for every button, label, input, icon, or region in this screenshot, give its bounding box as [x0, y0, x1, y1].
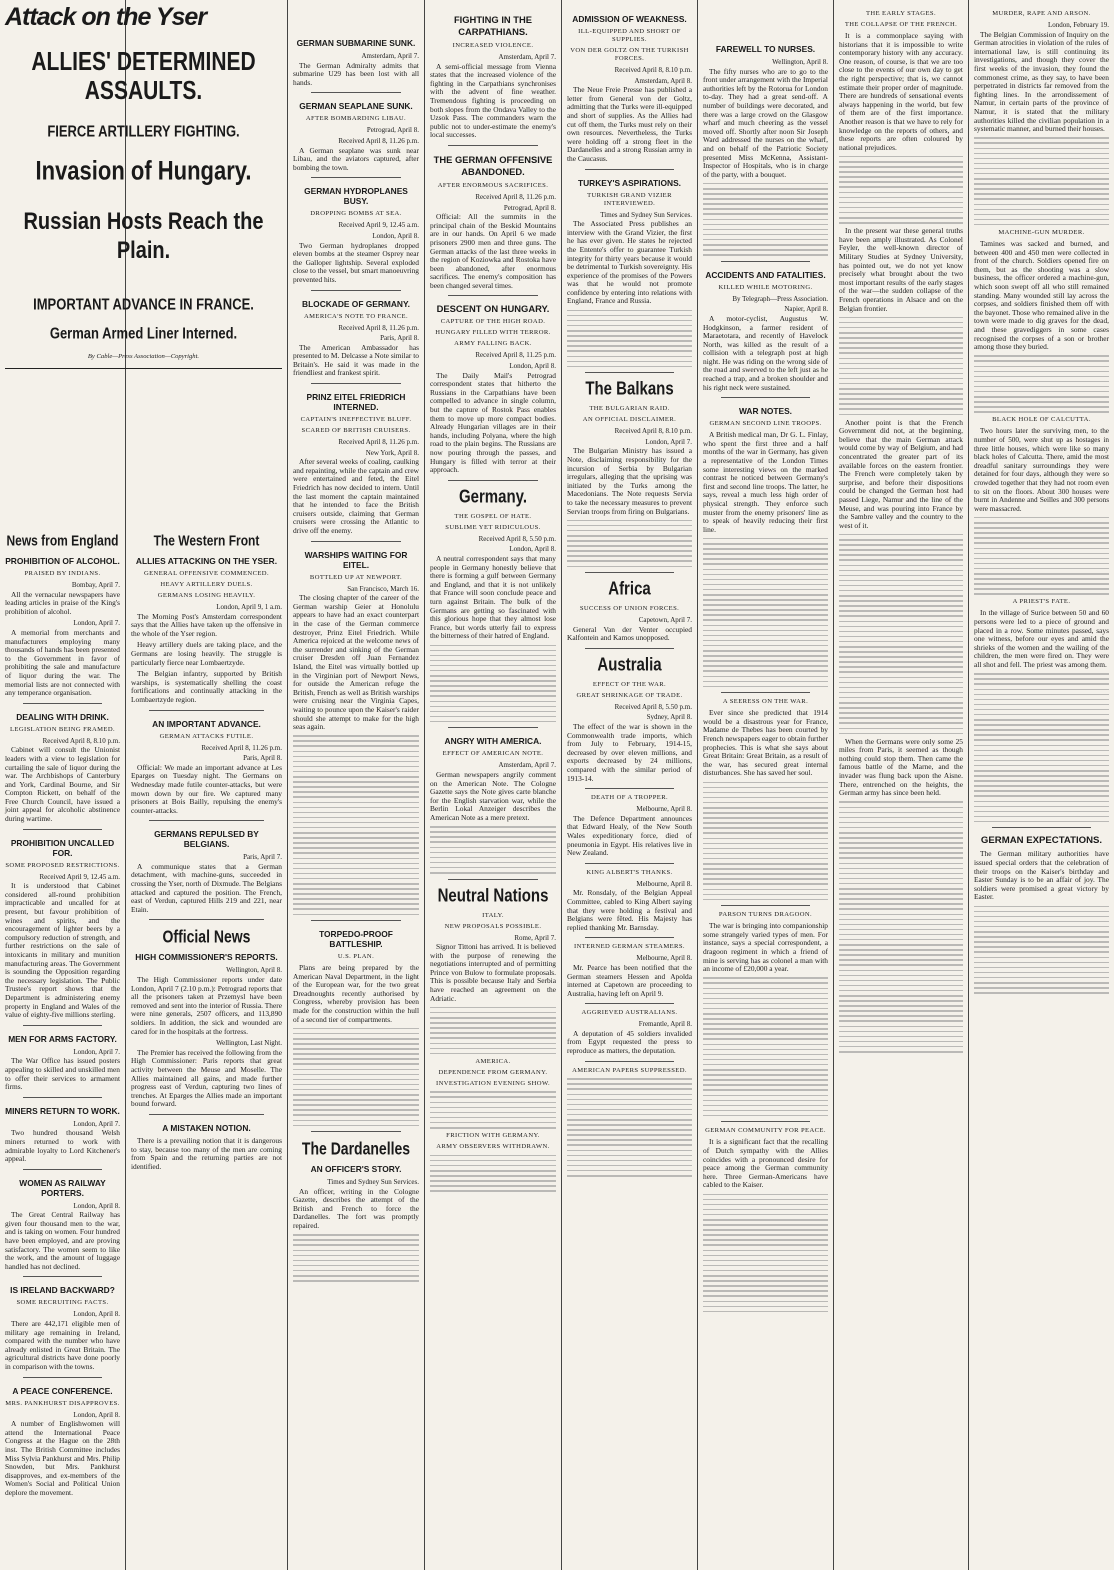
- subhead: CAPTAIN'S INEFFECTIVE BLUFF.: [300, 416, 412, 424]
- article-text: A deputation of 45 soldiers invalided from Egypt requested the press to reproduce as matters, the deputation.: [567, 1028, 692, 1056]
- dateline: Sydney, April 8.: [646, 713, 692, 722]
- headline: FIGHTING IN THE CARPATHIANS.: [453, 14, 533, 37]
- dateline: London, April 7.: [73, 1047, 120, 1056]
- dateline: Amsterdam, April 8.: [634, 76, 692, 85]
- headline: MINERS RETURN TO WORK.: [5, 1105, 120, 1116]
- dateline: London, April 9, 1 a.m.: [216, 603, 282, 611]
- headline: TORPEDO-PROOF BATTLESHIP.: [319, 929, 393, 950]
- subhead: INVESTIGATION EVENING SHOW.: [435, 1079, 551, 1087]
- subhead: GERMAN ATTACKS FUTILE.: [159, 732, 254, 740]
- subhead: ITALY.: [482, 911, 504, 919]
- subhead: SUCCESS OF UNION FORCES.: [579, 605, 680, 613]
- dateline: Wellington, April 8.: [226, 966, 282, 975]
- article-text: An officer, writing in the Cologne Gazette, describes the attempt of the British and French to force the Dardanelles. The fort was promptly repaired.: [293, 1186, 419, 1231]
- dateline: Rome, April 7.: [514, 933, 556, 942]
- dateline: Bombay, April 7.: [71, 581, 120, 589]
- subhead: GERMANS LOSING HEAVILY.: [157, 592, 256, 599]
- headline: WARSHIPS WAITING FOR EITEL.: [304, 549, 408, 570]
- article-text: Mr. Pearce has been notified that the German steamers Hessen and Apolda interned at Capetown are proceeding to Australia, having left on April 9.: [567, 962, 692, 998]
- subhead: AFTER BOMBARDING LIBAU.: [305, 115, 407, 123]
- article-text: The Belgian Commission of Inquiry on the German atrocities in violation of the rules of international law, is still continuing its investigations, and though they cover the first weeks of the invasion, they found the commonest crime, as they say, to have been perpetrated in districts far removed from the fighting lines. In the arrondissement of Namur, in certain parts of the province of Namur, it is stated that the military authorities killed the civilian population in a systematic manner, and burned their houses.: [974, 29, 1109, 134]
- dateline: Received April 8, 5.50 p.m.: [614, 702, 692, 711]
- dateline: Capetown, April 7.: [638, 616, 692, 625]
- headline: A MISTAKEN NOTION.: [162, 1122, 251, 1133]
- article-text: The fifty nurses who are to go to the front under arrangement with the Imperial authorities left by the Rotorua for London to-day. They had a great send-off. A number of buildings were decorated, and there was a large crowd on the Glasgow wharf and much cheering as the vessel moved off. Shortly after noon Sir Joseph Ward addressed the nurses on the wharf, and on behalf of the Patriotic Society presented Miss McKenna, Assistant-Inspector of Hospitals, who is in charge of the party, with a bouquet.: [703, 66, 828, 179]
- subhead: EFFECT OF AMERICAN NOTE.: [442, 750, 544, 758]
- headline: GERMAN EXPECTATIONS.: [980, 835, 1103, 847]
- article-text: The Daily Mail's Petrograd correspondent states that hitherto the Russians in the Carpathians have been compelled to advance in single column, but the capture of Rostok Pass enables them to move up more compact bodies. Already Hungarian villages are in their hands, including Polyana, where the high road to the plain begins. The Russians are now pouring through the passes, and Hungary is filled with terror at their approach.: [430, 370, 556, 475]
- dateline: Received April 8, 8.10 p.m.: [614, 66, 692, 74]
- subhead: KING ALBERT'S THANKS.: [586, 868, 673, 876]
- subhead: NEW PROPOSALS POSSIBLE.: [444, 922, 542, 930]
- headline: ALLIES ATTACKING ON THE YSER.: [135, 556, 278, 566]
- dateline: Fremantle, April 8.: [638, 1020, 692, 1029]
- column-8: [969, 0, 1114, 1570]
- dateline: San Francisco, March 16.: [347, 584, 419, 593]
- article-text: Ever since she predicted that 1914 would be a disastrous year for France, Madame de Thebes has been courted by French newspapers eager to obtain further prophecies. This is what she says about Great Britain: Great Britain, as a result of the war, has secured great internal disturbances. She has saved her soul.: [703, 708, 828, 778]
- article-text: The war is bringing into companionship some strangely varied types of men. For instance, says a special correspondent, a dragoon regiment in which a friend of mine is serving has as colonel a man with an income of £20,000 a year.: [703, 921, 828, 974]
- headline: WAR NOTES.: [738, 406, 793, 417]
- dateline: Melbourne, April 8.: [636, 879, 692, 888]
- column-3: [288, 0, 424, 1570]
- lead-subhead-hungary: Invasion of Hungary.: [35, 155, 252, 186]
- subhead: SCARED OF BRITISH CRUISERS.: [301, 427, 411, 435]
- article-text: The effect of the war is shown in the Commonwealth trade imports, which from July to February, 1914-15, decreased by over eleven millions, and exports decreased by 24 millions, compared with the similar period of 1913-14.: [567, 722, 692, 783]
- dateline: Petrograd, April 8.: [503, 203, 556, 212]
- dateline: Wellington, April 8.: [772, 58, 828, 66]
- article-text: After several weeks of coaling, caulking and repainting, while the captain and crew were entertained and feted, the Eitel Friedrich has now decided to intern. Until the last moment the captain maintained that he intended to face the British cruisers outside, claiming that German cruisers were crossing the Atlantic to drive off the enemy.: [293, 457, 419, 535]
- article-text: Tamines was sacked and burned, and between 400 and 450 men were collected in front of the church. Soldiers opened fire on them, but as the shooting was a slow business, the officer ordered a machine-gun, which soon swept off all who still remained standing. Many wounded still lay across the corpses, and soldiers finished them off with the bayonet. Those who remained alive in the town were made to dig graves for the dead, and these gravediggers in some cases recognised the corpses of a son or brother among those they buried.: [974, 239, 1109, 352]
- article-text: There is a prevailing notion that it is dangerous to stay, because too many of the men are coming from Spain and the returning parties are not identified.: [131, 1135, 282, 1171]
- article-text: The War Office has issued posters appealing to skilled and unskilled men to offer their services to armament firms.: [5, 1056, 120, 1092]
- subhead: PARSON TURNS DRAGOON.: [718, 911, 813, 919]
- article-text: The Premier has received the following from the High Commissioner: Paris reports that great activity between the Meuse and Moselle. The Allies maintained all gains, and made further progress east of Verdun, capturing two lines of trenches. At Eparges the Allies made an important bound forward.: [131, 1047, 282, 1109]
- article-text: The closing chapter of the career of the German warship Geier at Honolulu appears to have had an exact counterpart in the case of the German commerce destroyer, Prinz Eitel Friedrich. While America rejoiced at the welcome news of the surrender and sinking of the German cruiser Dresden off Juan Fernandez Island, the Eitel was virtually bottled up in the Virginian port of Newport News, for outside the American refuge the British, French as well as British warships were cruising near the Virginia Capes, waiting to pounce upon the Kaiser's raider should she attempt to make for the high seas again.: [293, 593, 419, 732]
- subhead: SUBLIME YET RIDICULOUS.: [445, 523, 541, 531]
- headline: FAREWELL TO NURSES.: [715, 44, 816, 54]
- headline: DEALING WITH DRINK.: [16, 711, 109, 722]
- article-text: Heavy artillery duels are taking place, and the Germans are losing heavily. The struggle is particularly fierce near Lombaertzyde.: [131, 640, 282, 667]
- article-text: The Neue Freie Presse has published a letter from General von der Goltz, admitting that the Turks were ill-equipped and short of supplies. As the Allies had cut off them, the Turks must rely on their own resources. Nevertheless, the Turks were holding off a strong fleet in the Dardanelles and a strong Russian army in the Caucasus.: [567, 85, 692, 163]
- dateline: By Telegraph—Press Association.: [732, 294, 828, 303]
- dateline: Times and Sydney Sun Services.: [600, 210, 692, 219]
- dateline: Received April 8, 11.26 p.m.: [475, 192, 556, 201]
- headline: AN IMPORTANT ADVANCE.: [152, 718, 261, 729]
- dateline: Times and Sydney Sun Services.: [327, 1178, 419, 1187]
- headline: MEN FOR ARMS FACTORY.: [8, 1033, 117, 1044]
- article-text: When the Germans were only some 25 miles from Paris, it seemed as though nothing could stop them. Then came the famous battle of the Marne, and the invader was flung back upon the Aisne. There, entrenched on the heights, the German army has since been held.: [839, 736, 963, 798]
- subhead: HEAVY ARTILLERY DUELS.: [160, 581, 253, 588]
- article-text: The High Commissioner reports under date London, April 7 (2.10 p.m.): Petrograd reports that all the prisoners taken at Przemysl have been removed and sent into the interior of Russia. There were nine generals, 2507 officers, and 113,890 soldiers. In addition, the sick and wounded are cared for in the hospitals at the fortress.: [131, 975, 282, 1036]
- headline: WOMEN AS RAILWAY PORTERS.: [19, 1177, 106, 1198]
- lead-story: [0, 0, 287, 520]
- subhead: THE EARLY STAGES.: [865, 10, 937, 17]
- dateline: London, April 8.: [73, 1410, 120, 1419]
- headline: HIGH COMMISSIONER'S REPORTS.: [135, 952, 278, 963]
- subhead: LEGISLATION BEING FRAMED.: [9, 725, 116, 733]
- subhead: FRICTION WITH GERMANY.: [446, 1132, 540, 1140]
- article-text: Official: We made an important advance at Les Eparges on Tuesday night. The Germans on Wednesday made futile counter-attacks, but were mown down by our fire. We captured many prisoners at Bois Bailly, repulsing the enemy's counter-attacks.: [131, 762, 282, 815]
- article-text: It is understood that Cabinet considered all-round prohibition impracticable and uncalled for at present, but favour prohibition of wines and spirits, and the encouragement of lighter beers by a compulsory reduction of strength, and further restrictions on the sale of intoxicants in military and munition manufacturing areas. The Government is sounding the Opposition regarding the necessary legislation. The Public Trustee's report shows that the Department is administering enemy property in England and Wales of the value of eighty-five millions sterling.: [5, 881, 120, 1020]
- article-text: The German military authorities have issued special orders that the celebration of their troops on the Kaiser's birthday and Easter Sunday is to be an affair of joy. The soldiers were promised a great victory by Easter.: [974, 849, 1109, 902]
- divider: [5, 368, 282, 369]
- dateline: Received April 8, 8.10 p.m.: [614, 427, 692, 436]
- dateline: Paris, April 7.: [243, 853, 282, 862]
- column-7: [834, 0, 968, 1570]
- subhead: MACHINE-GUN MURDER.: [998, 229, 1085, 236]
- column-1: [0, 520, 125, 1570]
- dateline: London, April 8.: [509, 545, 556, 554]
- dateline: London, February 19.: [1047, 21, 1109, 29]
- dateline: London, April 8.: [73, 1310, 120, 1319]
- headline: GERMAN SEAPLANE SUNK.: [299, 101, 413, 112]
- subhead: PRAISED BY INDIANS.: [24, 570, 101, 577]
- section-western-front: The Western Front: [153, 532, 260, 550]
- subhead: MRS. PANKHURST DISAPPROVES.: [5, 1399, 120, 1407]
- article-text: A semi-official message from Vienna states that the increased violence of the fighting in the Carpathians synchronises with the advent of fine weather. Tremendous fighting is proceeding on both slopes from the Ondava Valley to the Uzsok Pass. The commanders warn the public not to under-estimate the enemy's local successes.: [430, 61, 556, 140]
- section-germany: Germany.: [458, 486, 528, 508]
- section-news-from-england: News from England: [6, 532, 119, 550]
- subhead: BOTTLED UP AT NEWPORT.: [309, 573, 403, 581]
- headline: GERMANS REPULSED BY BELGIANS.: [154, 829, 259, 850]
- article-text: The Associated Press publishes an interview with the Grand Vizier, the first he has ever given. He states he rejected the Entente's offer to guarantee Turkish integrity for thirty years because it would be detrimental to Turkish sovereignty. His experience of the promises of the Powers was that he would not promote confidence by entering into relations with England, France and Russia.: [567, 219, 692, 306]
- headline: TURKEY'S ASPIRATIONS.: [578, 177, 681, 188]
- dateline: London, April 8.: [372, 231, 419, 240]
- dateline: Amsterdam, April 7.: [498, 53, 556, 61]
- dateline: Melbourne, April 8.: [636, 805, 692, 814]
- subhead: U.S. PLAN.: [337, 953, 375, 961]
- article-text: Two hours later the surviving men, to the number of 500, were shut up as hostages in three little houses, which were like so many black holes of Calcutta. There, amid the most dreadful sanitary surroundings they were detained for four days, although they were so crowded together that they had not room even to sit on the floors. About 300 houses were burnt in Andenne and Seilles and 300 persons were massacred.: [974, 427, 1109, 513]
- subhead: DEPENDENCE FROM GERMANY.: [438, 1068, 548, 1076]
- article-text: Two German hydroplanes dropped eleven bombs at the steamer Osprey near the Galloper lightship. Several exploded close to the vessel, but smart manoeuvring prevented hits.: [293, 240, 419, 284]
- column-4: [425, 0, 561, 1570]
- subhead: KILLED WHILE MOTORING.: [718, 283, 813, 291]
- subhead: AFTER ENORMOUS SACRIFICES.: [437, 181, 549, 189]
- article-text: All the vernacular newspapers have leading articles in praise of the King's prohibition of alcohol.: [5, 589, 120, 616]
- article-text: A communique states that a German detachment, with machine-guns, succeeded in crossing the Yser, north of Dixmude. The Belgians attacked and captured the position. The French, east of Verdun, captured Hills 219 and 221, near Etain.: [131, 861, 282, 914]
- article-text: The Belgian infantry, supported by British warships, is systematically shelling the coast fortifications and continually attacking in the Lombaertzyde region.: [131, 669, 282, 704]
- subhead: THE GOSPEL OF HATE.: [454, 512, 532, 520]
- dateline: Received April 8, 11.26 p.m.: [338, 136, 419, 145]
- dateline: Napier, April 8.: [784, 305, 828, 314]
- subhead: GREAT SHRINKAGE OF TRADE.: [576, 691, 683, 699]
- subhead: VON DER GOLTZ ON THE TURKISH FORCES.: [570, 47, 689, 62]
- subhead: AN OFFICIAL DISCLAIMER.: [582, 416, 677, 424]
- dateline: Amsterdam, April 7.: [361, 52, 419, 60]
- article-text: The American Ambassador has presented to M. Delcasse a Note similar to Britain's. He said it was made in the friendliest and frankest spirit.: [293, 342, 419, 378]
- section-neutral-nations: Neutral Nations: [437, 885, 549, 906]
- column-2: [126, 520, 287, 1570]
- dateline: London, April 8.: [73, 1201, 120, 1210]
- dateline: Amsterdam, April 7.: [498, 761, 556, 770]
- article-text: A memorial from merchants and manufacturers employing many thousands of hands has been presented to the Government in favor of prohibiting the sale and manufacture of liquor during the war. The memorial lists are not connected with any temperance organisation.: [5, 627, 120, 698]
- article-text: The Defence Department announces that Edward Healy, of the New South Wales expeditionary force, died of pneumonia in Egypt. His relatives live in New Zealand.: [567, 813, 692, 858]
- dateline: New York, April 8.: [365, 448, 419, 457]
- article-text: Official: All the summits in the principal chain of the Beskid Mountains are in our hands. On April 6 we made prisoners 2900 men and three guns. The German attacks of the last three weeks in the region of Koziowka and Rostoka have been abandoned, after enormous sacrifices. The enemy's composition has been changed several times.: [430, 212, 556, 290]
- subhead: MURDER, RAPE AND ARSON.: [992, 10, 1091, 17]
- headline: AN OFFICER'S STORY.: [310, 1164, 402, 1175]
- headline: A PEACE CONFERENCE.: [12, 1385, 113, 1396]
- article-text: The Morning Post's Amsterdam correspondent says that the Allies have taken up the offensive in the whole of the Yser region.: [131, 611, 282, 638]
- article-text: In the present war these general truths have been amply illustrated. As Colonel Feyler, the well-known director of Military Studies at Sydney University, has pointed out, we do not yet know precisely what brought about the two most important results of the early stages of the war—the sudden collapse of the French operations in Alsace and on the Belgian frontier.: [839, 226, 963, 313]
- headline: GERMAN SUBMARINE SUNK.: [296, 38, 416, 48]
- article-text: The German Admiralty admits that submarine U29 has been lost with all hands.: [293, 60, 419, 87]
- subhead: AMERICA'S NOTE TO FRANCE.: [304, 312, 408, 320]
- headline: PROHIBITION OF ALCOHOL.: [5, 556, 120, 566]
- dateline: Paris, April 8.: [380, 334, 419, 343]
- subhead: TURKISH GRAND VIZIER INTERVIEWED.: [587, 191, 672, 207]
- article-text: It is a significant fact that the recalling of Dutch sympathy with the Allies coincides with a pronounced desire for peace among the German community here. Three German-Americans have cabled to the Kaiser.: [703, 1137, 828, 1190]
- article-text: General Van der Venter occupied Kalfontein and Kamos unopposed.: [567, 624, 692, 643]
- article-text: A motor-cyclist, Augustus W. Hodgkinson, a farmer resident of Maraetotara, and recently of Havelock North, was killed as the result of a collision with a telegraph post at high night. He was riding on the wrong side of the road and swerved to the left just as he reached a trap, and a broken shoulder and his right neck were sustained.: [703, 313, 828, 392]
- dateline: Received April 9, 12.45 a.m.: [338, 221, 419, 230]
- dateline: London, April 7.: [645, 437, 692, 446]
- article-text: German newspapers angrily comment on the American Note. The Cologne Gazette says the Note gives carte blanche for the English starvation war, while the Berlin Lokal Anzeiger describes the American Note as a mere pretext.: [430, 770, 556, 822]
- subhead: THE BULGARIAN RAID.: [589, 405, 670, 413]
- headline: PRINZ EITEL FRIEDRICH INTERNED.: [306, 392, 406, 413]
- subhead: BLACK HOLE OF CALCUTTA.: [992, 416, 1091, 424]
- headline: ANGRY WITH AMERICA.: [444, 736, 542, 747]
- subhead: GENERAL OFFENSIVE COMMENCED.: [143, 570, 270, 577]
- lead-subhead-france: IMPORTANT ADVANCE IN FRANCE.: [33, 295, 254, 314]
- headline: IS IRELAND BACKWARD?: [10, 1285, 115, 1296]
- press-credit: By Cable—Press Association—Copyright.: [87, 353, 200, 360]
- article-text: A neutral correspondent says that many people in Germany honestly believe that there is forming a gulf between Germany and England, and that it is not unlikely that France will soon conclude peace and turn against Britain. The bulk of the Germans are getting so fascinated with this glorious hope that they almost lose France, but words utterly fail to express the bitterness of their hatred of England.: [430, 553, 556, 641]
- headline: GERMAN HYDROPLANES BUSY.: [304, 186, 408, 207]
- subhead: ARMY OBSERVERS WITHDRAWN.: [436, 1143, 550, 1151]
- masthead: Attack on the Yser: [5, 3, 207, 31]
- subhead: CAPTURE OF THE HIGH ROAD.: [440, 318, 546, 326]
- subhead: AMERICAN PAPERS SUPPRESSED.: [572, 1066, 687, 1074]
- article-text: A number of Englishwomen will attend the International Peace Congress at the Hague on the 28th inst. The British Committee includes Miss Sylvia Pankhurst and Mrs. Philip Snowden, but Mrs. Pankhurst disapproves, and ex-members of the Women's Social and Political Union deplore the movement.: [5, 1419, 120, 1497]
- article-text: Another point is that the French Government did not, at the beginning, believe that the main German attack would come by way of Belgium, and had concentrated the greater part of its available forces on the eastern frontier. The French were completely taken by surprise, and before their dispositions could be changed the German host had passed Liege, Namur and the line of the Meuse, and was pouring into France by the Sambre valley and the country to the west of it.: [839, 417, 963, 530]
- subhead: DEATH OF A TROPPER.: [590, 794, 669, 802]
- section-dardanelles: The Dardanelles: [301, 1138, 411, 1159]
- dateline: Paris, April 8.: [243, 754, 282, 763]
- subhead: AGGRIEVED AUSTRALIANS.: [581, 1009, 678, 1017]
- section-africa: Africa: [608, 578, 651, 600]
- dateline: Received April 8, 11.26 p.m.: [338, 438, 419, 447]
- subhead: INTERNED GERMAN STEAMERS.: [574, 943, 685, 951]
- article-text: The Great Central Railway has given four thousand men to the war, and is taking on women. Four hundred have been employed, and are proving satisfactory. The women seem to like the work, and the amount of luggage handled has not declined.: [5, 1210, 120, 1271]
- dateline: Received April 8, 11.25 p.m.: [475, 351, 556, 360]
- headline: DESCENT ON HUNGARY.: [436, 303, 550, 315]
- dateline: Wellington, Last Night.: [216, 1039, 282, 1048]
- lead-subhead-russian: Russian Hosts Reach the Plain.: [23, 208, 264, 265]
- subhead: THE COLLAPSE OF THE FRENCH.: [844, 21, 958, 28]
- subhead: A PRIEST'S FATE.: [1012, 598, 1071, 606]
- dateline: Received April 8, 8.10 p.m.: [42, 736, 120, 745]
- headline: THE GERMAN OFFENSIVE ABANDONED.: [433, 153, 553, 177]
- article-text: Two hundred thousand Welsh miners returned to work with admirable loyalty to Lord Kitchener's appeal.: [5, 1128, 120, 1164]
- subhead: ILL-EQUIPPED AND SHORT OF SUPPLIES.: [578, 28, 681, 43]
- headline: ACCIDENTS AND FATALITIES.: [705, 269, 826, 280]
- article-text: Cabinet will consult the Unionist leaders with a view to legislation for curtailing the sale of liquor during the war. The Archbishops of Canterbury and York, Cardinal Bourne, and Sir Compton Rickett, on behalf of the Free Church Council, have issued a joint appeal for alcoholic abstinence during wartime.: [5, 745, 120, 824]
- lead-headline: ALLIES' DETERMINED ASSAULTS.: [31, 48, 256, 106]
- section-official-news: Official News: [162, 927, 251, 947]
- lead-subhead-liner: German Armed Liner Interned.: [49, 324, 238, 343]
- article-text: In the village of Surice between 50 and 60 persons were led to a piece of ground and placed in a row. Some minutes passed, says one witness, before our eyes and amid the shrieks of the women and the wailing of the children, the men were fired on. They were all shot and fell. The priest was among them.: [974, 608, 1109, 670]
- article-text: Signor Tittoni has arrived. It is believed with the purpose of renewing the negotiations interrupted and of permitting Prince von Bulow to formulate proposals. This is possible because Italy and Serbia have reached an agreement on the Adriatic.: [430, 942, 556, 1003]
- subhead: EFFECT OF THE WAR.: [592, 680, 667, 688]
- dateline: Received April 9, 12.45 a.m.: [39, 872, 120, 881]
- subhead: DROPPING BOMBS AT SEA.: [310, 210, 402, 218]
- lead-subhead-artillery: FIERCE ARTILLERY FIGHTING.: [47, 122, 240, 141]
- headline: PROHIBITION UNCALLED FOR.: [10, 837, 115, 858]
- subhead: GERMAN SECOND LINE TROOPS.: [709, 420, 822, 428]
- dateline: Petrograd, April 8.: [366, 126, 419, 135]
- article-text: The Bulgarian Ministry has issued a Note, disclaiming responsibility for the incursion of Serbia by Bulgarian irregulars, alleging that the uprising was initiated by the Turks among the Macedonians. The Note requests Servia to take the necessary measures to prevent Servian troops from firing on Bulgarians.: [567, 446, 692, 516]
- dateline: Received April 8, 5.50 p.m.: [478, 534, 556, 543]
- subhead: GERMAN COMMUNITY FOR PEACE.: [705, 1127, 826, 1135]
- column-6: [698, 0, 833, 1570]
- dateline: London, April 8.: [509, 362, 556, 371]
- article-text: It is a commonplace saying with historians that it is impossible to write contemporary history with any accuracy. One reason, of course, is that we are too close to the events of our own day to get the right perspective; that is, we cannot estimate their proper order of magnitude. There are hundreds of sensational events always happening in the world, but few of them are of the first importance. Another reason is that we have to rely for knowledge on the reports of others, and these reports are often coloured by national prejudices.: [839, 31, 963, 152]
- article-text: A British medical man, Dr G. L. Finlay, who spent the first three and a half months of the war in Germany, has given a representative of the London Times some interesting views on the marked contrast he noticed between Germany's first and second line troops. The latter, he says, reveal a much less high order of physical strength. They enforce such muster from the enemy prisoners' line as to speak of heavily reducing their first line.: [703, 430, 828, 534]
- subhead: SOME RECRUITING FACTS.: [16, 1299, 109, 1307]
- dateline: Melbourne, April 8.: [636, 954, 692, 963]
- dateline: London, April 7.: [73, 1119, 120, 1128]
- dateline: Received April 8, 11.26 p.m.: [201, 743, 282, 752]
- article-text: Mr. Ronsdaly, of the Belgian Appeal Committee, cabled to King Albert saying that they were holding a festival and Belgians were fêted. His Majesty has replied thanking Mr. Barnsday.: [567, 888, 692, 932]
- subhead: SOME PROPOSED RESTRICTIONS.: [5, 861, 120, 869]
- subhead: HUNGARY FILLED WITH TERROR.: [435, 329, 551, 337]
- subhead: INCREASED VIOLENCE.: [452, 42, 534, 49]
- column-5: [562, 0, 697, 1570]
- headline: ADMISSION OF WEAKNESS.: [572, 14, 687, 24]
- article-text: Plans are being prepared by the American Naval Department, in the light of the European war, for the two great Dreadnoughts recently authorised by Congress, whereby provision has been made for the construction within the hull of a second tier of compartments.: [293, 963, 419, 1024]
- article-text: There are 442,171 eligible men of military age remaining in Ireland, compared with the number who have already enlisted in Great Britain. The agricultural districts have done poorly in comparison with the towns.: [5, 1319, 120, 1371]
- subhead: AMERICA.: [475, 1057, 511, 1065]
- dateline: London, April 7.: [73, 619, 120, 628]
- headline: BLOCKADE OF GERMANY.: [302, 298, 410, 309]
- subhead: A SEERESS ON THE WAR.: [722, 698, 809, 706]
- subhead: ARMY FALLING BACK.: [454, 340, 532, 348]
- article-text: A German seaplane was sunk near Libau, and the aviators captured, after bombing the town.: [293, 145, 419, 172]
- dateline: Received April 8, 11.26 p.m.: [338, 323, 419, 332]
- section-australia: Australia: [597, 654, 662, 676]
- section-balkans: The Balkans: [585, 378, 674, 400]
